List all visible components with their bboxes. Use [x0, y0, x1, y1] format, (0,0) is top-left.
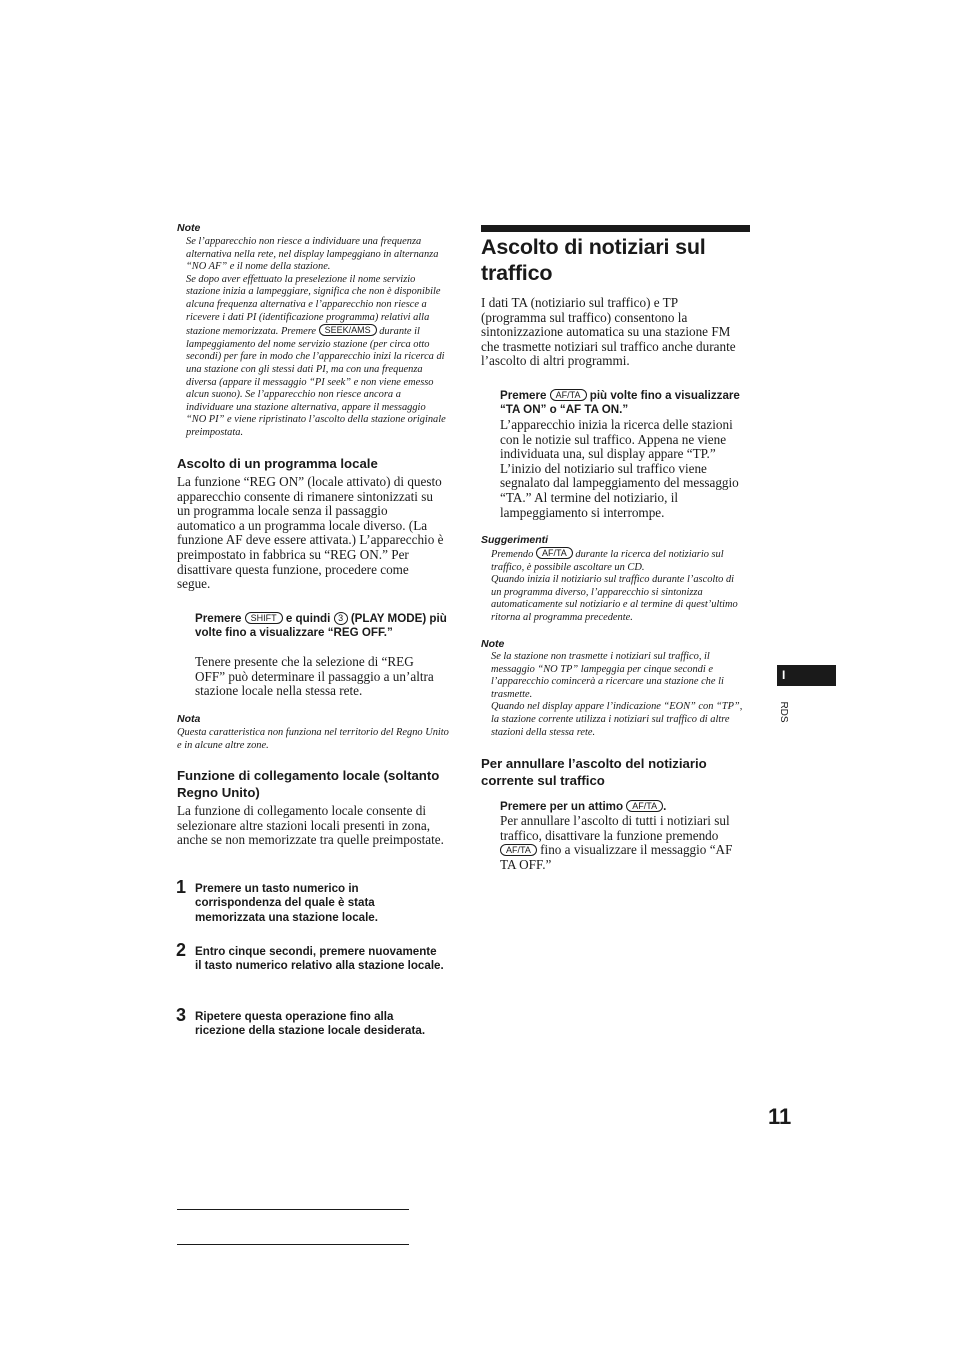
page-title: Ascolto di notiziari sul traffico: [481, 235, 706, 285]
body-text: Per annullare l’ascolto di tutti i notiziari sul traffico, disattivare la funzione premendo AF/TA fino a visualizzare il messaggio “AF TA OFF.”: [500, 813, 733, 872]
nota-text: Questa caratteristica non funziona nel territorio del Regno Unito e in alcune altre zone.: [177, 727, 449, 751]
body-text: Tenere presente che la selezione di “REG OFF” può determinare il passaggio a un’altra stazione locale nella stessa rete.: [195, 654, 434, 699]
step-number: 1: [176, 877, 187, 897]
page-number: 11: [768, 1104, 792, 1129]
note-block: [491, 651, 747, 739]
tips-heading: Suggerimenti: [481, 534, 549, 546]
step-text: Entro cinque secondi, premere nuovamente il tasto numerico relativo alla stazione locale.: [195, 945, 444, 973]
seek-ams-key-icon: SEEK/AMS: [319, 324, 377, 336]
note-paragraph: Se la stazione non trasmette i notiziari sul traffico, il messaggio “NO TP” lampeggia per cinque secondi e l’apparecchio comincerà a ricercare una stazione che li trasmette.: [491, 651, 724, 700]
section-tab-letter: I: [782, 668, 786, 682]
instruction: Premere AF/TA più volte fino a visualizzare “TA ON” o “AF TA ON.”: [500, 389, 740, 417]
section-heading-local-link: Funzione di collegamento locale (soltanto Regno Unito): [177, 768, 440, 800]
note-paragraph: Se dopo aver effettuato la preselezione il nome servizio stazione inizia a lampeggiare, significa che non è disponibile alcuna frequenza alternativa e l’apparecchio non riesce a ricevere i dati PI (identificazione programma) relativi alla stazione memorizzata. Premere SEEK/AMS durante il lampeggiamento del nome servizio stazione (per circa otto secondi) per fare in modo che l’apparecchio inizi la ricerca di una stazione con gli stessi dati PI, ma con una frequenza diversa (appare il messaggio “PI seek” e non viene emesso alcun suono). Se l’apparecchio non riesce ancora a individuare una stazione alternativa, appare il messaggio “NO PI” e viene ripristinato l’ascolto della stazione originale preimpostata.: [186, 273, 446, 438]
key-3-icon: 3: [334, 612, 348, 625]
body-text: L’apparecchio inizia la ricerca delle stazioni con le notizie sul traffico. Appena ne viene individuata una, sul display appare “TP.” L’inizio del notiziario sul traffico viene segnalato dal lampeggiamento del messaggio “TA.” Al termine del notiziario, il lampeggiamento si interrompe.: [500, 417, 739, 520]
section-heading-local-program: Ascolto di un programma locale: [177, 456, 378, 471]
af-ta-key-icon: AF/TA: [500, 844, 537, 856]
note-heading: Note: [481, 638, 505, 650]
note-heading: Note: [177, 222, 201, 234]
instruction: Premere per un attimo AF/TA .: [500, 800, 667, 813]
step-number: 2: [176, 940, 187, 960]
tip-paragraph: Premendo AF/TA durante la ricerca del notiziario sul traffico, è possibile ascoltare un CD.: [491, 548, 724, 573]
note-block: [186, 236, 448, 440]
af-ta-key-icon: AF/TA: [536, 547, 573, 559]
tips-block: [491, 547, 747, 625]
nota-heading: Nota: [177, 713, 201, 725]
step-number: 3: [176, 1005, 187, 1025]
af-ta-key-icon: AF/TA: [626, 800, 663, 812]
shift-key-icon: SHIFT: [245, 612, 283, 624]
step-text: Ripetere questa operazione fino alla ricezione della stazione locale desiderata.: [195, 1010, 426, 1038]
body-text: I dati TA (notiziario sul traffico) e TP (programma sul traffico) consentono la sintonizzazione automatica su una stazione FM che trasmette notiziari sul traffico anche durante l’ascolto di altri programmi.: [481, 295, 736, 369]
tip-paragraph: Quando inizia il notiziario sul traffico durante l’ascolto di un programma diverso, l’apparecchio si sintonizza automaticamente sul notiziario e al termine di quest’ultimo ritorna al programma precedente.: [491, 574, 738, 623]
section-heading-cancel: Per annullare l’ascolto del notiziario corrente sul traffico: [481, 756, 707, 788]
divider-line: [177, 1209, 409, 1210]
title-rule: [481, 225, 750, 232]
instruction: Premere SHIFT e quindi 3 (PLAY MODE) più volte fino a visualizzare “REG OFF.”: [195, 612, 447, 640]
note-paragraph: Quando nel display appare l’indicazione “EON” con “TP”, la stazione corrente utilizza i notiziari sul traffico di altre stazioni della stessa rete.: [491, 701, 743, 738]
body-text: La funzione “REG ON” (locale attivato) di questo apparecchio consente di rimanere sintonizzati su un programma locale senza il passaggio automatico a un programma locale diverso. (La funzione AF deve essere attivata.) L’apparecchio è preimpostato in fabbrica su “REG ON.” Per disattivare questa funzione, procedere come segue.: [177, 474, 444, 592]
step-text: Premere un tasto numerico in corrispondenza del quale è stata memorizzata una stazione locale.: [195, 882, 378, 924]
body-text: La funzione di collegamento locale consente di selezionare altre stazioni locali presenti in zona, anche se non memorizzate tra quelle preimpostate.: [177, 803, 444, 848]
section-tab-label: RDS: [778, 701, 789, 723]
af-ta-key-icon: AF/TA: [550, 389, 587, 401]
divider-line: [177, 1244, 409, 1245]
section-tab: [777, 665, 836, 686]
note-paragraph: Se l’apparecchio non riesce a individuare una frequenza alternativa nella rete, nel display lampeggiano in alternanza “NO AF” e il nome della stazione.: [186, 236, 439, 273]
